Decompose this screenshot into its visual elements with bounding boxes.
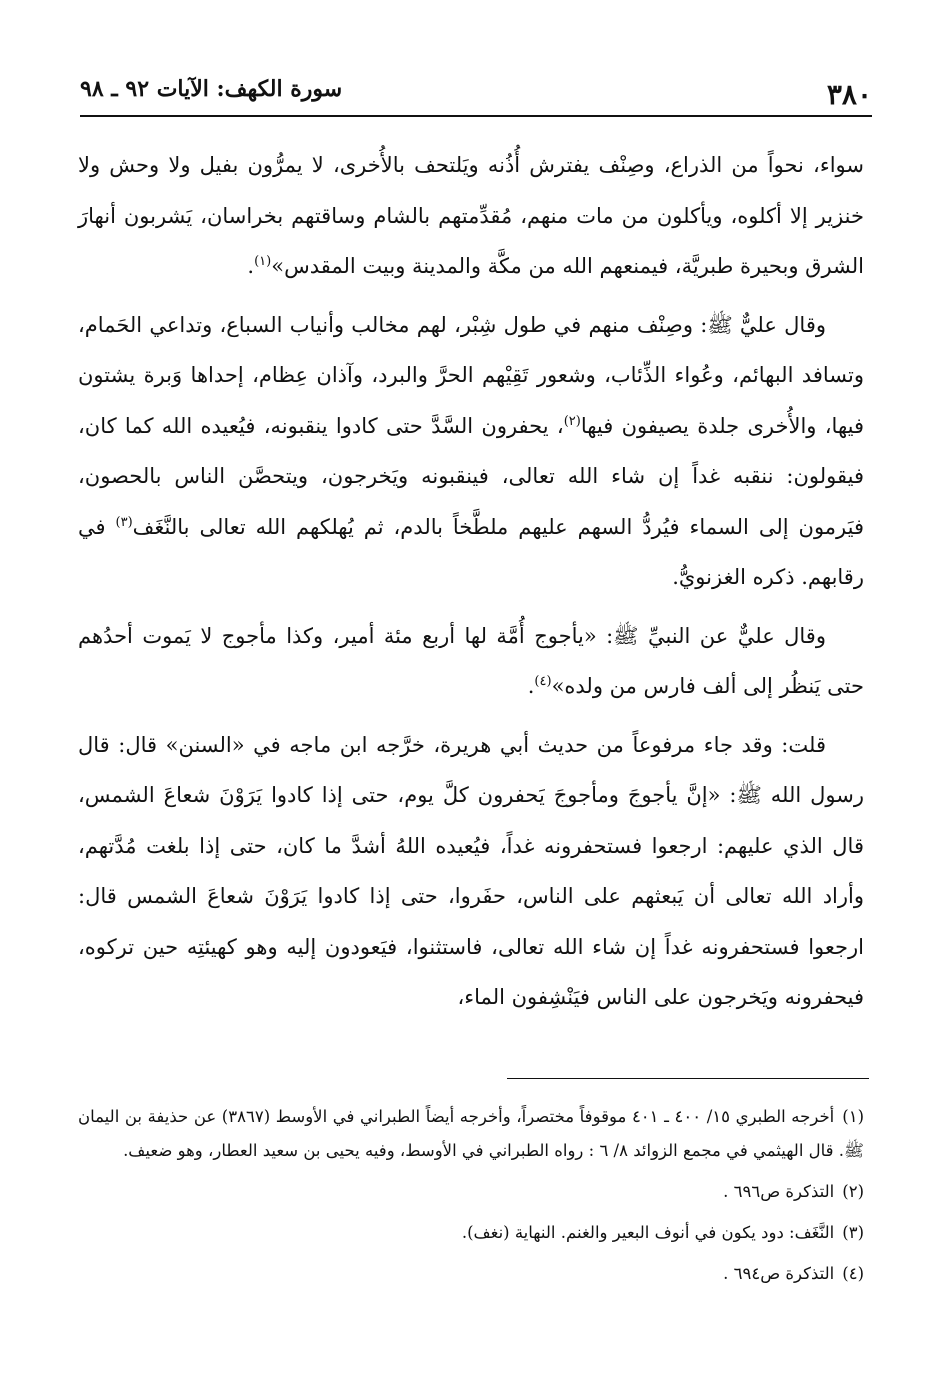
paragraph-3: [78, 611, 864, 712]
header-rule: [80, 115, 872, 117]
footnote-2: [78, 1175, 864, 1209]
paragraph-1-text-b: .: [247, 254, 255, 278]
footnote-text: التذكرة ص٦٩٤ .: [723, 1264, 835, 1283]
footnote-1: [78, 1100, 864, 1168]
footnote-number: (٢): [842, 1182, 864, 1201]
footnote-number: (٤): [842, 1264, 864, 1283]
footnote-text: أخرجه الطبري ١٥/ ٤٠٠ ـ ٤٠١ موقوفاً مختصراً، وأخرجه أيضاً الطبراني في الأوسط (٣٨٦٧) عن حذيفة بن اليمان ﷺ. قال الهيثمي في مجمع الزوائد ٨/ ٦ : رواه الطبراني في الأوسط، وفيه يحيى بن سعيد العطار، وهو ضعيف.: [78, 1107, 864, 1160]
paragraph-2: [78, 300, 864, 603]
page-number: ٣٨٠: [826, 78, 872, 111]
footnote-ref-3[interactable]: (٣): [115, 514, 133, 530]
paragraph-2-text-c: في رقابهم. ذكره الغزنويُّ.: [78, 514, 864, 589]
page-header: [80, 70, 872, 110]
paragraph-2-text-a: وقال عليٌّ ﷺ: وصِنْف منهم في طول شِبْر، لهم مخالب وأنياب السباع، وتداعي الحَمام، وتسافد البهائم، وعُواء الذِّئاب، وشعور تَقِيْهم الحرَّ والبرد، وآذان عِظام، إحداها وَبرة يشتون فيها، والأُخرى جلدة يصيفون فيها: [78, 312, 864, 438]
paragraph-1-text-a: سواء، نحواً من الذراع، وصِنْف يفترش أُذُنه ويَلتحف بالأُخرى، لا يمرُّون بفيل ولا وحش ولا خنزير إلا أكلوه، ويأكلون من مات منهم، مُقدِّمتهم بالشام وساقتهم بخراسان، يَشربون أنهارَ الشرق وبحيرة طبريَّة، فيمنعهم الله من مكَّة والمدينة وبيت المقدس»: [78, 153, 864, 278]
footnote-ref-2[interactable]: (٢): [563, 413, 581, 429]
paragraph-2-text-b: ، يحفرون السَّدَّ حتى كادوا ينقبونه، فيُعيده الله كما كان، فيقولون: ننقبه غداً إن شاء الله تعالى، فينقبونه ويَخرجون، ويتحصَّن الناس بالحصون، فيَرمون إلى السماء فيُردُّ السهم عليهم ملطَّخاً بالدم، ثم يُهلكهم الله تعالى بالنَّغَف: [78, 413, 865, 539]
footnote-text: التذكرة ص٦٩٦ .: [723, 1182, 835, 1201]
footnote-number: (٣): [842, 1223, 864, 1242]
footnote-ref-4[interactable]: (٤): [534, 674, 552, 689]
paragraph-3-text-a: وقال عليٌّ عن النبيِّ ﷺ: «يأجوج أُمَّة لها أربع مئة أمير، وكذا مأجوج لا يَموت أحدُهم حتى يَنظُر إلى ألف فارس من ولده»: [78, 623, 864, 698]
footnotes: [78, 1100, 864, 1298]
paragraph-4: قلت: وقد جاء مرفوعاً من حديث أبي هريرة، خرَّجه ابن ماجه في «السنن» قال: قال رسول الله ﷺ: «إنَّ يأجوجَ ومأجوجَ يَحفرون كلَّ يوم، حتى إذا كادوا يَرَوْنَ شعاعَ الشمس، قال الذي عليهم: ارجعوا فستحفرونه غداً، فيُعيده اللهُ أشدَّ ما كان، حتى إذا بلغت مُدَّتهم، وأراد الله تعالى أن يَبعثهم على الناس، حفَروا، حتى إذا كادوا يَرَوْنَ شعاعَ الشمس قال: ارجعوا فستحفرونه غداً إن شاء الله تعالى، فاستثنوا، فيَعودون إليه وهو كهيئتِه حين تركوه، فيحفرونه ويَخرجون على الناس فيَنْشِفون الماء،: [78, 732, 864, 1009]
footnote-separator: [507, 1078, 869, 1079]
running-title: سورة الكهف: الآيات ٩٢ ـ ٩٨: [80, 76, 343, 102]
footnote-3: [78, 1216, 864, 1250]
footnote-number: (١): [842, 1107, 864, 1126]
footnote-ref-1[interactable]: (١): [254, 254, 272, 269]
paragraph-3-text-b: .: [527, 674, 535, 698]
main-text: [78, 140, 864, 1031]
footnote-text: النَّغَف: دود يكون في أنوف البعير والغنم. النهاية (نغف).: [461, 1223, 835, 1242]
footnote-4: [78, 1257, 864, 1291]
paragraph-1: [78, 140, 864, 292]
